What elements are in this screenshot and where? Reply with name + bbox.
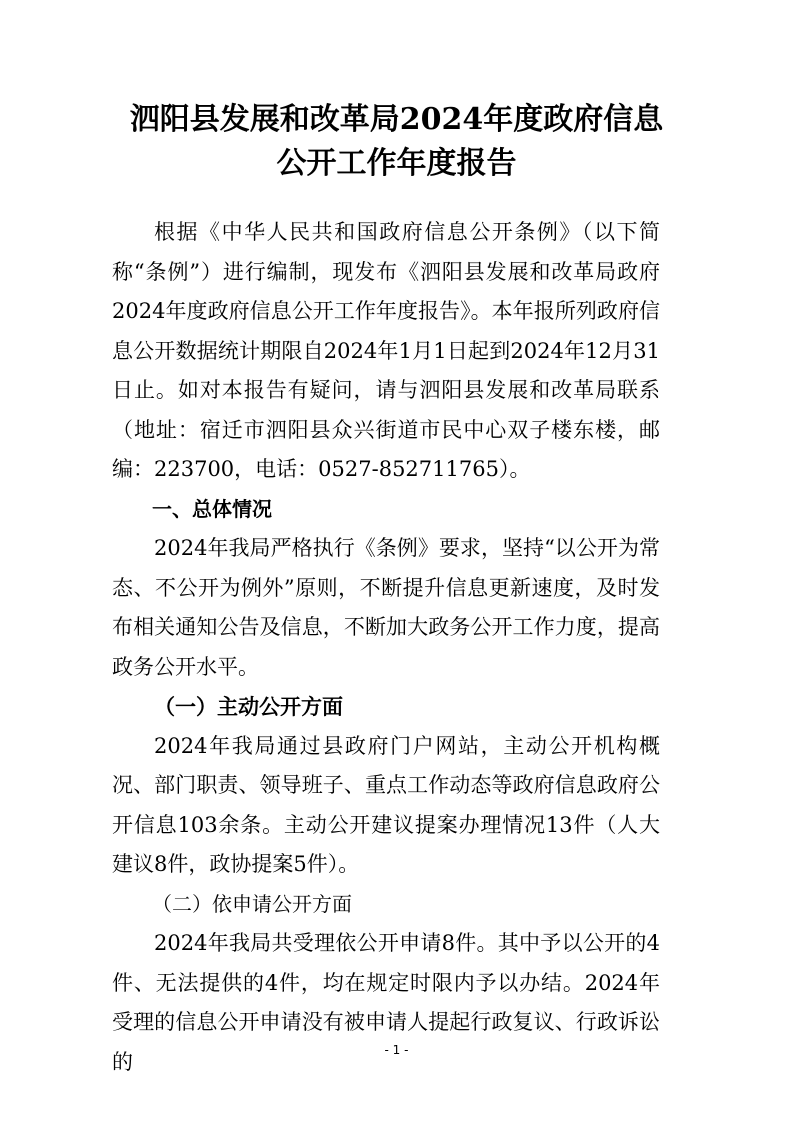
page-number: - 1 - — [384, 1043, 409, 1057]
document-title — [80, 98, 713, 186]
title-line-1: 泗阳县发展和改革局2024年度政府信息 — [129, 102, 664, 137]
proactive-disclosure-paragraph: 2024年我局通过县政府门户网站，主动公开机构概况、部门职责、领导班子、重点工作动态等政府信息政府公开信息103余条。主动公开建议提案办理情况13件（人大建议8件，政协提案5件）。 — [112, 733, 660, 876]
title-line-2: 公开工作年度报告 — [276, 146, 517, 181]
subheading-request-disclosure: （二）依申请公开方面 — [152, 891, 352, 916]
section-heading-overview: 一、总体情况 — [152, 496, 272, 521]
request-disclosure-paragraph: 2024年我局共受理依公开申请8件。其中予以公开的4件、无法提供的4件，均在规定时限内予以办结。2024年受理的信息公开申请没有被申请人提起行政复议、行政诉讼的 — [112, 931, 660, 1074]
subheading-proactive-disclosure: （一）主动公开方面 — [154, 694, 343, 719]
document-body — [112, 213, 660, 1082]
intro-paragraph: 根据《中华人民共和国政府信息公开条例》（以下简称“条例”）进行编制，现发布《泗阳县发展和改革局政府2024年度政府信息公开工作年度报告》。本年报所列政府信息公开数据统计期限自2024年1月1日起到2024年12月31日止。如对本报告有疑问，请与泗阳县发展和改革局联系（地址：宿迁市泗阳县众兴街道市民中心双子楼东楼，邮编：223700，电话：0527-852711765）。 — [112, 220, 660, 481]
overview-paragraph: 2024年我局严格执行《条例》要求，坚持“以公开为常态、不公开为例外”原则，不断提升信息更新速度，及时发布相关通知公告及信息，不断加大政务公开工作力度，提高政务公开水平。 — [112, 536, 660, 679]
